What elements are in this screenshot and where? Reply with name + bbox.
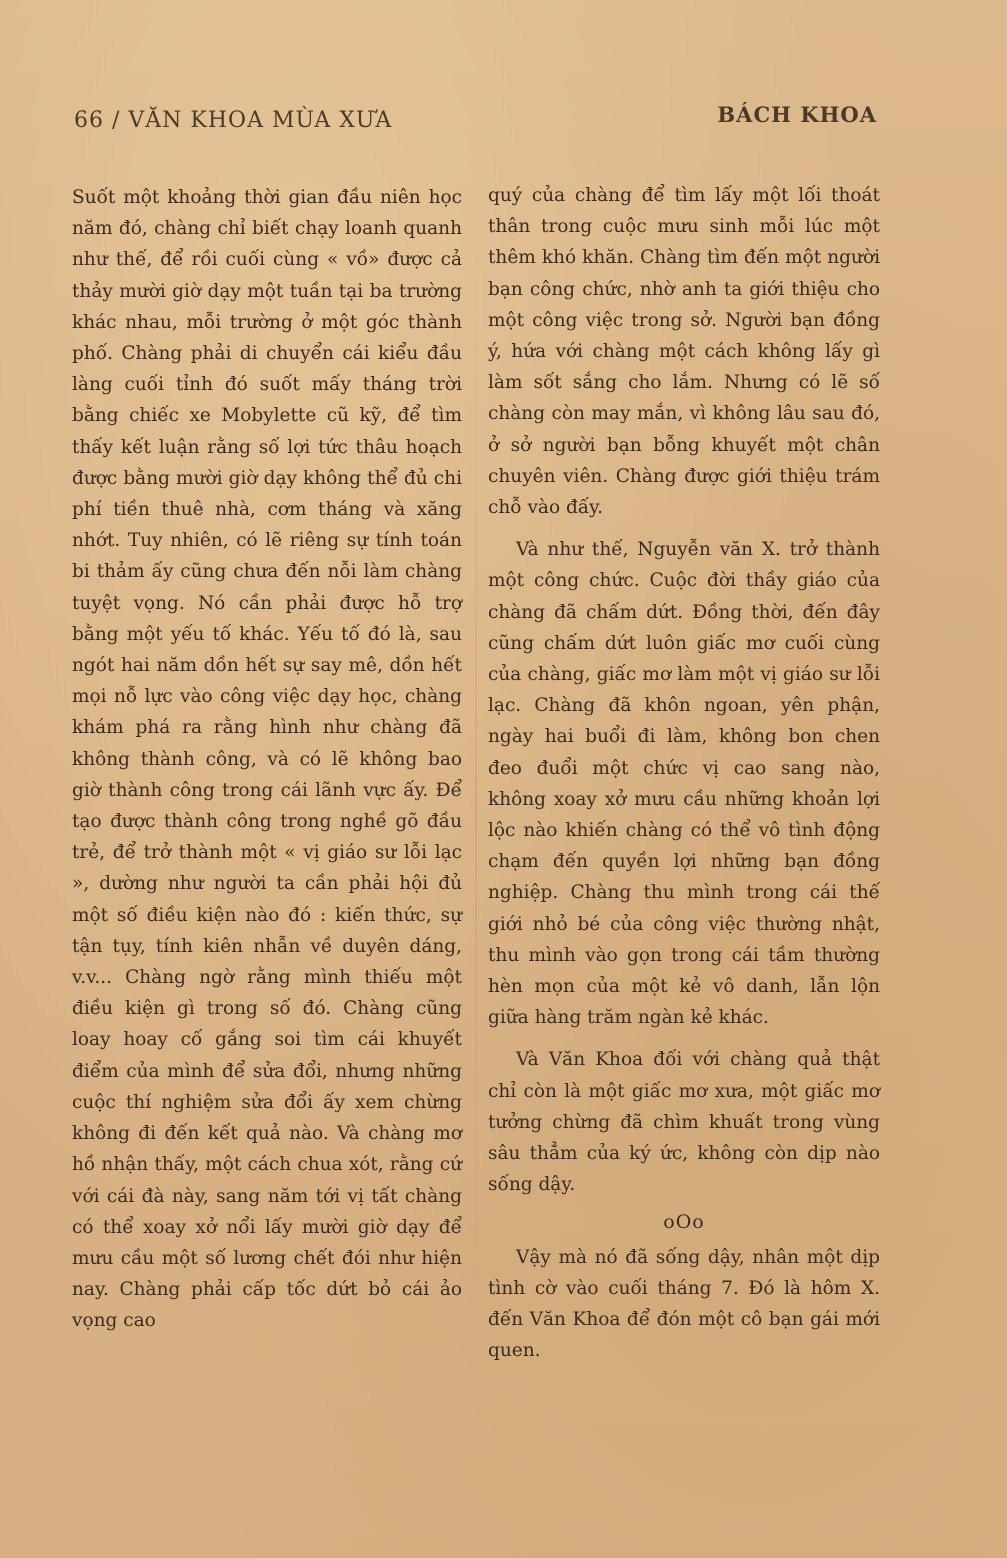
running-header-left: 66 / VĂN KHOA MÙA XƯA	[74, 108, 393, 133]
paragraph-right-2: Và như thế, Nguyễn văn X. trở thành một công chức. Cuộc đời thầy giáo của chàng đã chấm dứt. Đồng thời, đến đây cũng chấm dứt luôn giấc mơ cuối cùng của chàng, giấc mơ làm một vị giáo sư lỗi lạc. Chàng đã khôn ngoan, yên phận, ngày hai buổi đi làm, không bon chen đeo đuổi một chức vị cao sang nào, không xoay xở mưu cầu những khoản lợi lộc nào khiến chàng có thể vô tình động chạm đến quyền lợi những bạn đồng nghiệp. Chàng thu mình trong cái thế giới nhỏ bé của công việc thường nhật, thu mình vào gọn trong cái tầm thường hèn mọn của một kẻ vô danh, lẫn lộn giữa hàng trăm ngàn kẻ khác.	[488, 539, 880, 1029]
paragraph-left: Suốt một khoảng thời gian đầu niên học năm đó, chàng chỉ biết chạy loanh quanh như thế, để rồi cuối cùng « vồ» được cả thảy mười giờ dạy một tuần tại ba trường khác nhau, mỗi trường ở một góc thành phố. Chàng phải di chuyển cái kiểu đầu làng cuối tỉnh đó suốt mấy tháng trời bằng chiếc xe Mobylette cũ kỹ, để tìm thấy kết luận rằng số lợi tức thâu hoạch được bằng mười giờ dạy không thể đủ chi phí tiền thuê nhà, cơm tháng và xăng nhớt. Tuy nhiên, có lẽ riêng sự tính toán bi thảm ấy cũng chưa đến nỗi làm chàng tuyệt vọng. Nó cần phải được hỗ trợ bằng một yếu tố khác. Yếu tố đó là, sau ngót hai năm dồn hết sự say mê, dồn hết mọi nỗ lực vào công việc dạy học, chàng khám phá ra rằng hình như chàng đã không thành công, và có lẽ không bao giờ thành công trong cái lãnh vực ấy. Để tạo được thành công trong nghề gõ đầu trẻ, để trở thành một « vị giáo sư lỗi lạc », dường như người ta cần phải hội đủ một số điều kiện nào đó : kiến thức, sự tận tụy, tính kiên nhẫn về duyên dáng, v.v... Chàng ngờ rằng mình thiếu một điều kiện gì trong số đó. Chàng cũng loay hoay cố gắng soi tìm cái khuyết điểm của mình để sửa đổi, nhưng những cuộc thí nghiệm sửa đổi ấy xem chừng không đi đến kết quả nào. Và chàng mơ hồ nhận thấy, một cách chua xót, rằng cứ với cái đà này, sang năm tới vị tất chàng có thể xoay xở nổi lấy mười giờ dạy để mưu cầu một số lương chết đói như hiện nay. Chàng phải cấp tốc dứt bỏ cái ảo vọng cao	[72, 187, 462, 1332]
left-column	[72, 182, 462, 1337]
paragraph-right-1: quý của chàng để tìm lấy một lối thoát thân trong cuộc mưu sinh mỗi lúc một thêm khó khăn. Chàng tìm đến một người bạn công chức, nhờ anh ta giới thiệu cho một công việc trong sở. Người bạn đồng ý, hứa với chàng một cách không lấy gì làm sốt sắng cho lắm. Nhưng có lẽ số chàng còn may mắn, vì không lâu sau đó, ở sở người bạn bỗng khuyết một chân chuyên viên. Chàng được giới thiệu trám chỗ vào đấy.	[488, 185, 880, 519]
page-header	[74, 102, 877, 138]
running-header-right: BÁCH KHOA	[717, 102, 877, 127]
paragraph-right-4: Vậy mà nó đã sống dậy, nhân một dịp tình cờ vào cuối tháng 7. Đó là hôm X. đến Văn Khoa để đón một cô bạn gái mới quen.	[488, 1246, 880, 1362]
right-column	[488, 180, 880, 1367]
page-fold-shadow	[475, 160, 477, 1450]
section-divider: oOo	[663, 1210, 705, 1233]
paragraph-right-3: Và Văn Khoa đối với chàng quả thật chỉ còn là một giấc mơ xưa, một giấc mơ tưởng chừng đã chìm khuất trong vùng sâu thẳm của ký ức, không còn dịp nào sống dậy.	[488, 1049, 880, 1196]
